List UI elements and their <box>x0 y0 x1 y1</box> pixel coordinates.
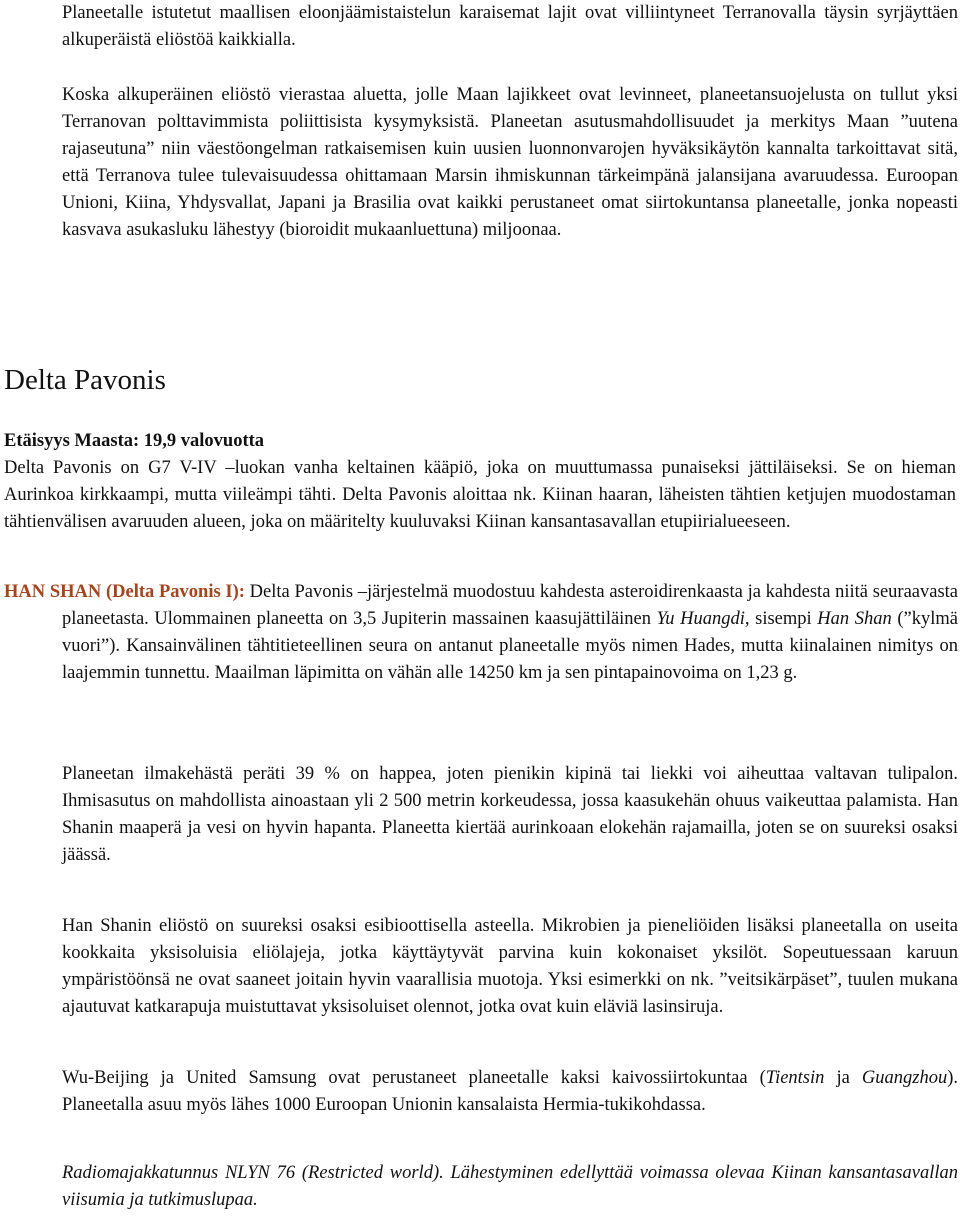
han-shan-label: HAN SHAN (Delta Pavonis I): <box>4 582 245 602</box>
distance-label: Etäisyys Maasta: 19,9 valovuotta <box>4 431 265 451</box>
section-heading: Delta Pavonis <box>4 364 166 396</box>
colony-guangzhou: Guangzhou <box>861 1068 948 1088</box>
intro-paragraph-2: Koska alkuperäinen eliöstö vierastaa aluetta, jolle Maan lajikkeet ovat levinneet, planeetansuojelusta on tullut yksi Terranovan polttavimmista poliittisista kysymyksistä. Planeetan asutusmahdollisuudet ja merkitys Maan ”uutena rajaseutuna” niin väestöongelman ratkaisemisen kuin uusien luonnonvarojen hyväksikäytön kannalta tarkoittavat sitä, että Terranova tulee tulevaisuudessa ohittamaan Marsin ihmiskunnan tärkeimpänä jalansijana avaruudessa. Euroopan Unioni, Kiina, Yhdysvallat, Japani ja Brasilia ovat kaikki perustaneet omat siirtokuntansa planeetalle, jonka nopeasti kasvava asukasluku lähestyy (bioroidit mukaanluettuna) miljoonaa. <box>62 85 958 240</box>
colonies-text-c: ). Planeetalla asuu myös lähes 1000 Euroopan Unionin kansalaista Hermia-tukikohdassa. <box>62 1068 958 1115</box>
colonies-text-a: Wu-Beijing ja United Samsung ovat perustaneet planeetalle kaksi kaivossiirtokuntaa ( <box>62 1068 766 1088</box>
planet-name-han-shan: Han Shan <box>817 609 892 629</box>
han-shan-text-c: (”kylmä vuori”). Kansainvälinen tähtitieteellinen seura on antanut planeetalle myös nimen Hades, mutta kiinalainen nimitys on laajemmin tunnettu. Maailman läpimitta on vähän alle 14250 km ja sen pintapainovoima on 1,23 g. <box>62 609 958 683</box>
intro-paragraph-1: Planeetalle istutetut maallisen eloonjäämistaistelun karaisemat lajit ovat villiintyneet Terranovalla täysin syrjäyttäen alkuperäistä eliöstöä kaikkialla. <box>62 3 958 50</box>
colonies-text-b: ja <box>824 1068 862 1088</box>
beacon-note-paragraph: Radiomajakkatunnus NLYN 76 (Restricted world). Lähestyminen edellyttää voimassa olevaa Kiinan kansantasavallan viisumia ja tutkimuslupaa. <box>62 1163 958 1210</box>
atmosphere-paragraph: Planeetan ilmakehästä peräti 39 % on happea, joten pienikin kipinä tai liekki voi aiheuttaa valtavan tulipalon. Ihmisasutus on mahdollista ainoastaan yli 2 500 metrin korkeudessa, jossa kaasukehän ohuus vaikeuttaa palamista. Han Shanin maaperä ja vesi on hyvin hapanta. Planeetta kiertää aurinkoaan elokehän rajamailla, joten se on suureksi osaksi jäässä. <box>62 764 958 865</box>
biosphere-paragraph: Han Shanin eliöstö on suureksi osaksi esibioottisella asteella. Mikrobien ja pieneliöiden lisäksi planeetalla on useita kookkaita yksisoluisia eliölajeja, jotka käyttäytyvät parvina kuin kokonaiset yksilöt. Sopeutuessaan karuun ympäristöönsä ne ovat saaneet joitain hyvin vaarallisia muotoja. Yksi esimerkki on nk. ”veitsikärpäset”, tuulen mukana ajautuvat katkarapuja muistuttavat yksisoluiset olennot, jotka ovat kuin eläviä lasinsiruja. <box>62 916 958 1017</box>
han-shan-paragraph <box>4 579 958 687</box>
planet-name-yu-huangdi: Yu Huangdi <box>656 609 745 629</box>
colony-tientsin: Tientsin <box>765 1068 825 1088</box>
han-shan-text-b: , sisempi <box>744 609 818 629</box>
colonies-paragraph <box>62 1065 958 1119</box>
han-shan-text-a: Delta Pavonis –järjestelmä muodostuu kahdesta asteroidirenkaasta ja kahdesta niitä seuraavasta planeetasta. Ulommainen planeetta on 3,5 Jupiterin massainen kaasujättiläinen <box>62 582 958 629</box>
distance-text: Delta Pavonis on G7 V-IV –luokan vanha keltainen kääpiö, joka on muuttumassa punaiseksi jättiläiseksi. Se on hieman Aurinkoa kirkkaampi, mutta viileämpi tähti. Delta Pavonis aloittaa nk. Kiinan haaran, läheisten tähtien ketjujen muodostaman tähtienvälisen avaruuden alueen, joka on määritelty kuuluvaksi Kiinan kansantasavallan etupiirialueeseen. <box>4 458 956 532</box>
distance-paragraph <box>4 428 956 536</box>
